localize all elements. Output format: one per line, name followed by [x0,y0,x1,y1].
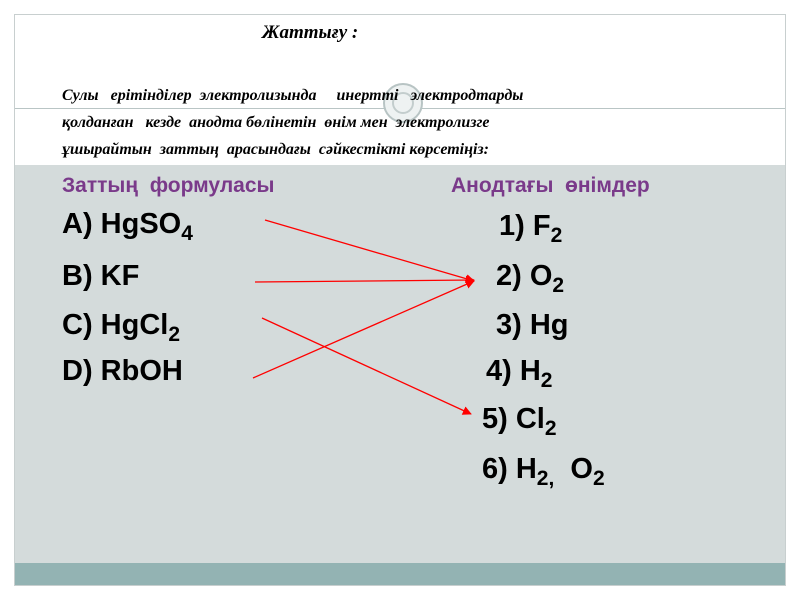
substance-b-label: B) KF [62,260,140,292]
product-6-tail: O [554,453,593,485]
instruction-line-3: ұшырайтын заттың арасындағы сәйкестікті көрсетіңіз: [62,141,489,158]
header-substance-formula: Заттың формуласы [62,174,275,197]
instruction-line-2: қолданған кезде анодта бөлінетін өнім мен электролизге [62,114,490,131]
product-2-subscript: 2 [552,274,565,297]
product-4-label: 4) H [486,355,541,387]
product-3-label: 3) Hg [496,309,569,341]
substance-a-subscript: 4 [181,222,193,245]
substance-d-label: D) RbOH [62,355,183,387]
substance-a-label: A) HgSO [62,208,182,240]
arrow-b-to-2 [255,280,474,282]
instruction-line-1: Сулы ерітінділер электролизында инертті электродтарды [62,87,524,104]
substance-c-subscript: 2 [168,323,181,346]
product-6-subscript-2: 2 [592,467,605,490]
header-anode-products: Анодтағы өнімдер [451,174,650,197]
product-6-label: 6) H [482,453,537,485]
substance-c-label: C) HgCl [62,309,169,341]
product-5-label: 5) Cl [482,403,545,435]
arrow-c-to-5 [262,318,471,414]
product-4-subscript: 2 [540,369,553,392]
arrow-a-to-2 [265,220,474,281]
product-5-subscript: 2 [544,417,557,440]
product-6-subscript: 2, [536,467,555,490]
product-1-subscript: 2 [550,224,563,247]
product-2-label: 2) O [496,260,553,292]
slide-title: Жаттығу : [262,22,359,43]
product-1-label: 1) F [499,210,551,242]
